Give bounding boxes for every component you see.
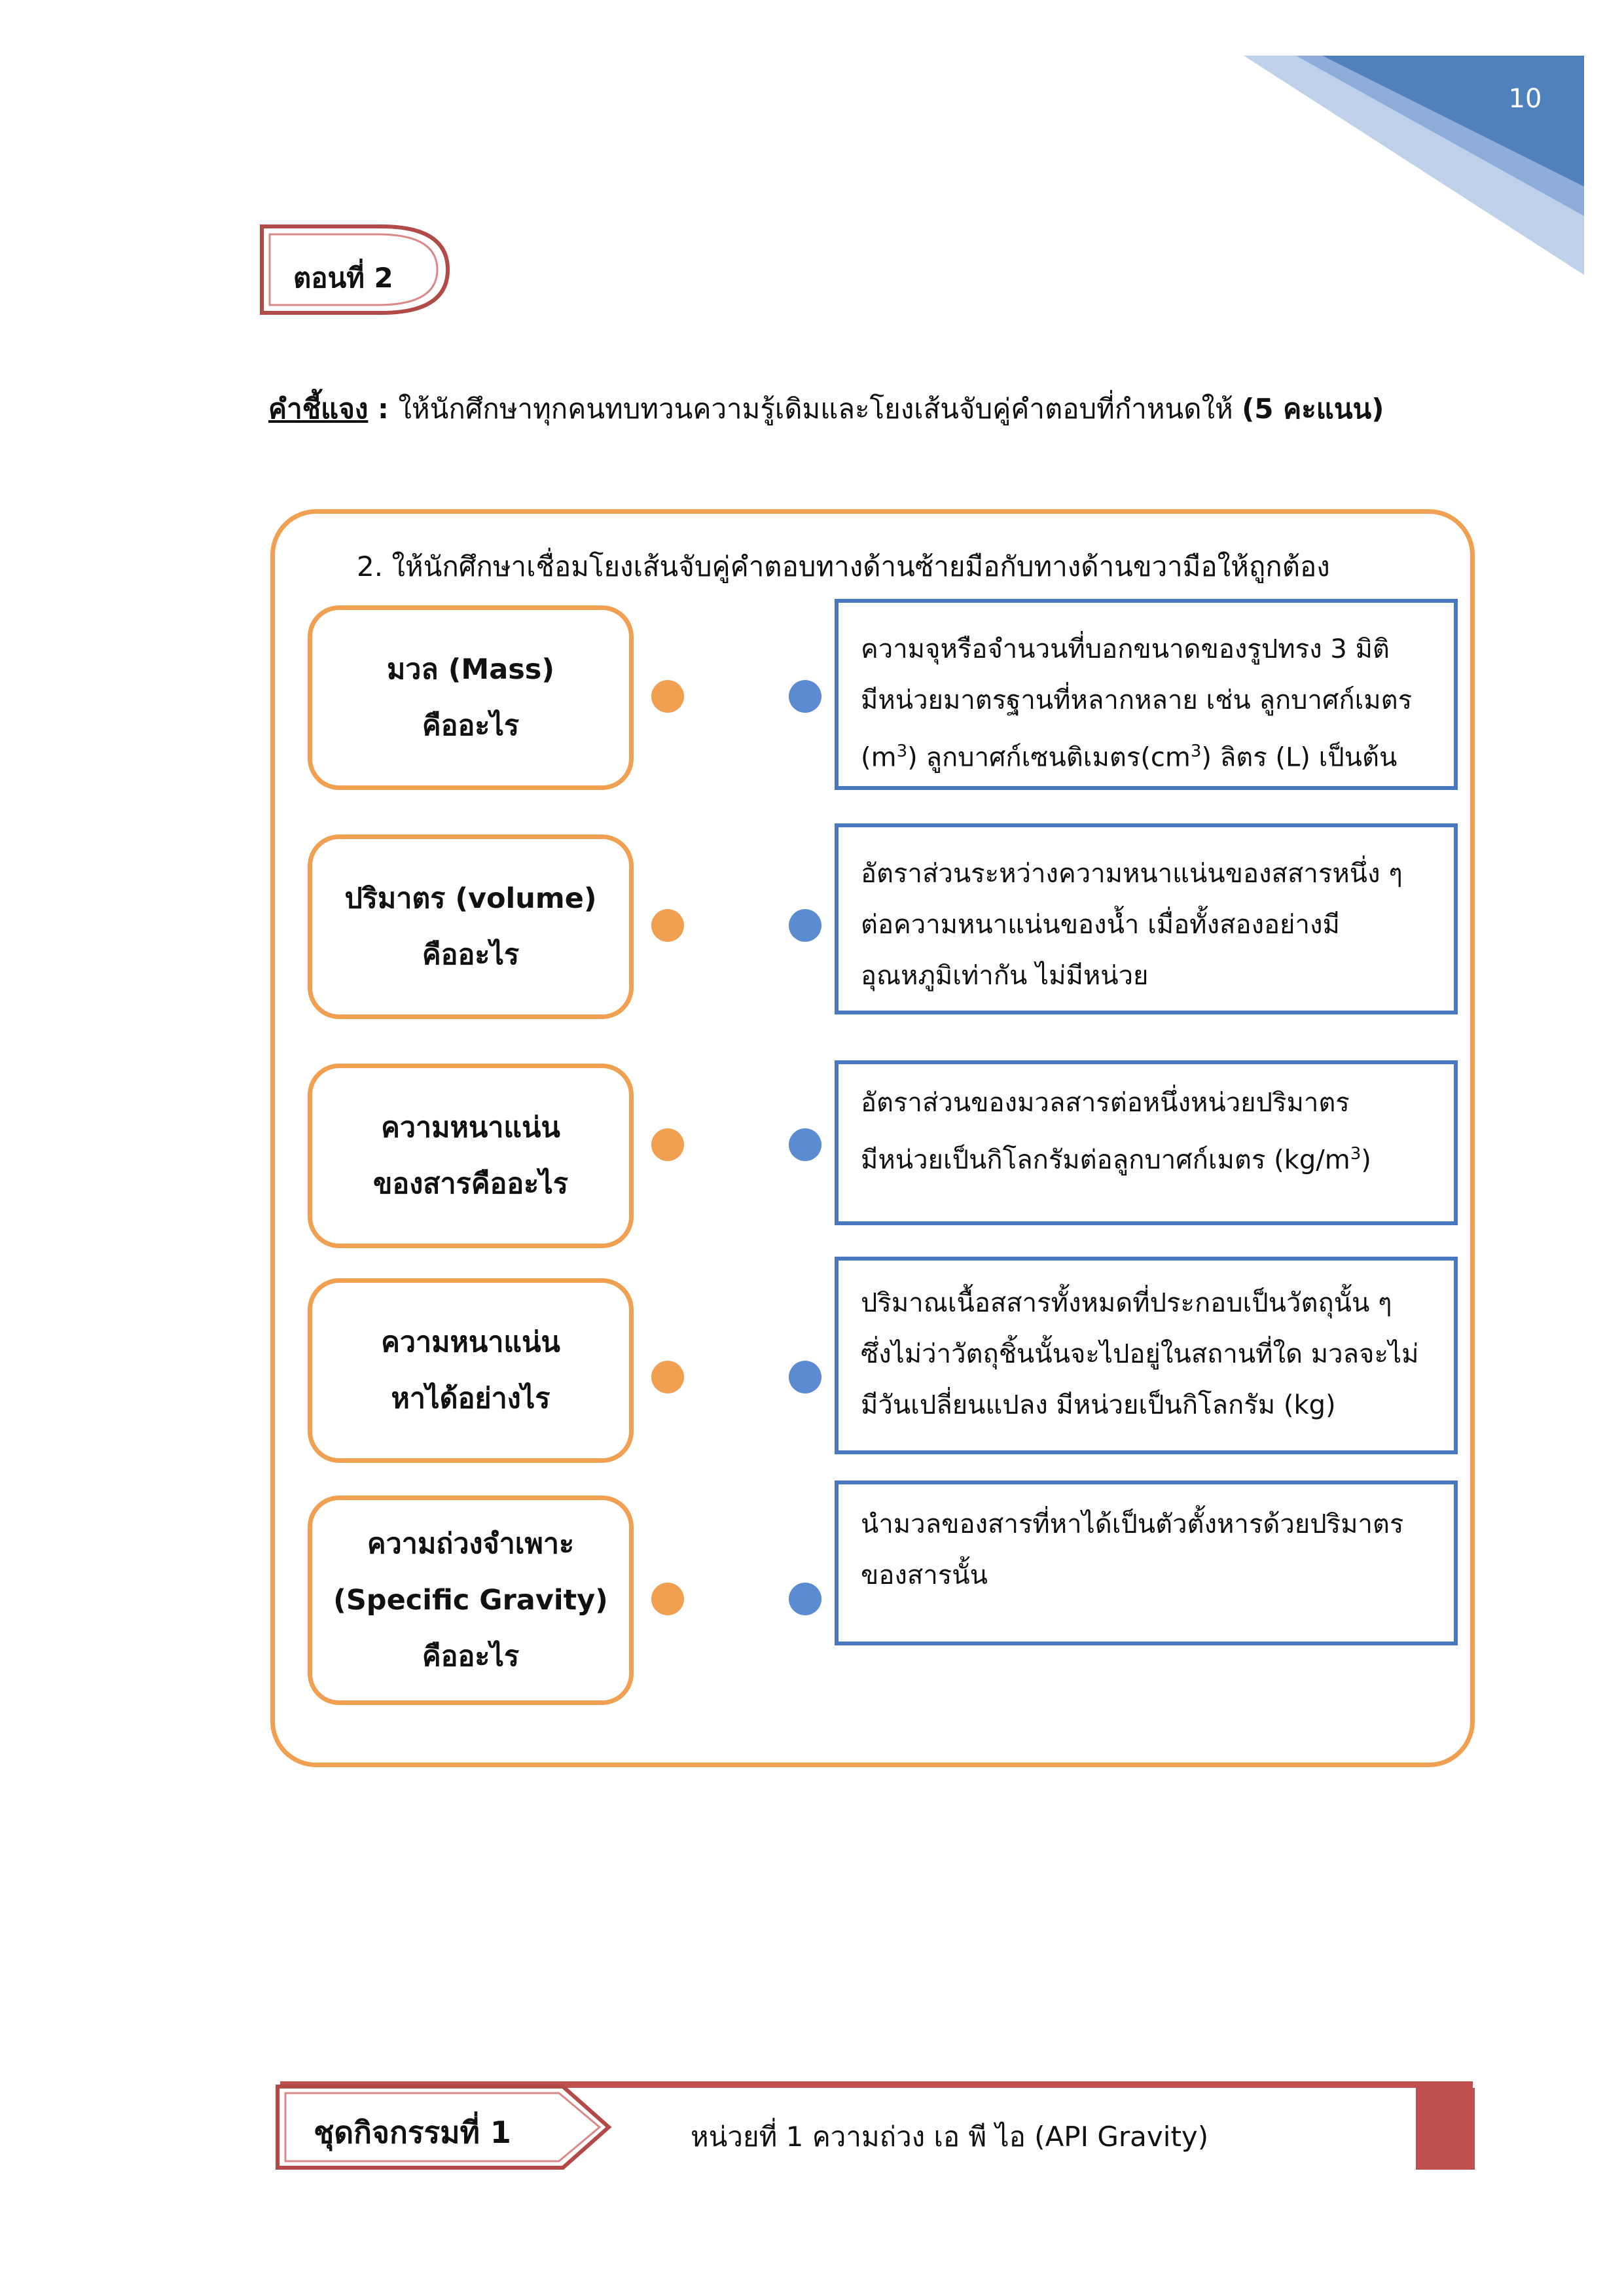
right-item-specific-gravity-definition [835, 823, 1458, 1014]
left-item-line: ของสารคืออะไร [373, 1168, 568, 1200]
right-connector-dot[interactable] [789, 1128, 821, 1161]
right-item-line: มีวันเปลี่ยนแปลง มีหน่วยเป็นกิโลกรัม (kg) [861, 1390, 1336, 1420]
left-item-specific-gravity [308, 1496, 634, 1705]
right-item-line: มีหน่วยมาตรฐานที่หลากหลาย เช่น ลูกบาศก์เมตร [861, 685, 1413, 715]
left-connector-dot[interactable] [651, 680, 684, 713]
left-connector-dot[interactable] [651, 1583, 684, 1615]
instructions [268, 387, 1512, 431]
right-item-line: $(m^3)$ ลูกบาศก์เซนติเมตร$(cm^3)$ ลิตร (L) เป็นต้น [861, 742, 1398, 773]
instructions-separator: : [368, 393, 399, 425]
page-number: 10 [1508, 84, 1542, 114]
footer-color-block [1416, 2088, 1475, 2170]
left-item-line: ความหนาแน่น [381, 1111, 560, 1144]
left-item-mass [308, 605, 634, 790]
left-item-volume [308, 834, 634, 1019]
left-item-line: ปริมาตร (volume) [344, 882, 597, 915]
left-item-line: มวล (Mass) [386, 653, 555, 686]
right-item-line: อัตราส่วนระหว่างความหนาแน่นของสสารหนึ่ง ๆ [861, 859, 1403, 889]
right-item-mass-definition [835, 1257, 1458, 1454]
left-item-line: (Specific Gravity) [333, 1584, 608, 1617]
right-item-line: ความจุหรือจำนวนที่บอกขนาดของรูปทรง 3 มิติ [861, 634, 1390, 664]
left-item-line: ความหนาแน่น [381, 1326, 560, 1359]
right-connector-dot[interactable] [789, 1583, 821, 1615]
left-item-line: หาได้อย่างไร [391, 1382, 550, 1415]
left-item-line: คืออะไร [422, 1640, 520, 1673]
right-item-density-definition [835, 1060, 1458, 1225]
left-connector-dot[interactable] [651, 1361, 684, 1393]
right-item-volume-definition [835, 599, 1458, 790]
right-connector-dot[interactable] [789, 909, 821, 942]
instructions-points: (5 คะแนน) [1242, 393, 1384, 425]
corner-decoration [1244, 0, 1584, 275]
left-item-line: คืออะไร [422, 709, 520, 742]
left-item-line: คืออะไร [422, 939, 520, 971]
section-tag: ตอนที่ 2 [293, 262, 393, 294]
left-connector-dot[interactable] [651, 909, 684, 942]
question-prompt: 2. ให้นักศึกษาเชื่อมโยงเส้นจับคู่คำตอบทางด้านซ้ายมือกับทางด้านขวามือให้ถูกต้อง [357, 550, 1330, 583]
instructions-label: คำชี้แจง [268, 393, 369, 425]
right-item-line: มีหน่วยเป็นกิโลกรัมต่อลูกบาศก์เมตร $(kg/m^3)$ [861, 1144, 1371, 1175]
right-item-line: ซึ่งไม่ว่าวัตถุชิ้นนั้นจะไปอยู่ในสถานที่ใด มวลจะไม่ [861, 1339, 1419, 1369]
right-item-line: นำมวลของสารที่หาได้เป็นตัวตั้งหารด้วยปริมาตร [861, 1509, 1404, 1539]
footer-activity-title: ชุดกิจกรรมที่ 1 [314, 2115, 511, 2150]
right-connector-dot[interactable] [789, 1361, 821, 1393]
left-connector-dot[interactable] [651, 1128, 684, 1161]
right-item-line: ของสารนั้น [861, 1560, 988, 1590]
left-item-density-method [308, 1278, 634, 1463]
right-item-line: อัตราส่วนของมวลสารต่อหนึ่งหน่วยปริมาตร [861, 1088, 1350, 1118]
instructions-text: ให้นักศึกษาทุกคนทบทวนความรู้เดิมและโยงเส้นจับคู่คำตอบที่กำหนดให้ [398, 393, 1242, 425]
right-connector-dot[interactable] [789, 680, 821, 713]
footer-unit-title: หน่วยที่ 1 ความถ่วง เอ พี ไอ (API Gravity) [691, 2121, 1209, 2153]
right-item-line: อุณหภูมิเท่ากัน ไม่มีหน่วย [861, 961, 1149, 991]
right-item-density-method [835, 1480, 1458, 1645]
left-item-line: ความถ่วงจำเพาะ [367, 1528, 575, 1560]
left-item-density [308, 1064, 634, 1248]
right-item-line: ต่อความหนาแน่นของน้ำ เมื่อทั้งสองอย่างมี [861, 910, 1340, 940]
right-item-line: ปริมาณเนื้อสสารทั้งหมดที่ประกอบเป็นวัตถุนั้น ๆ [861, 1288, 1392, 1318]
